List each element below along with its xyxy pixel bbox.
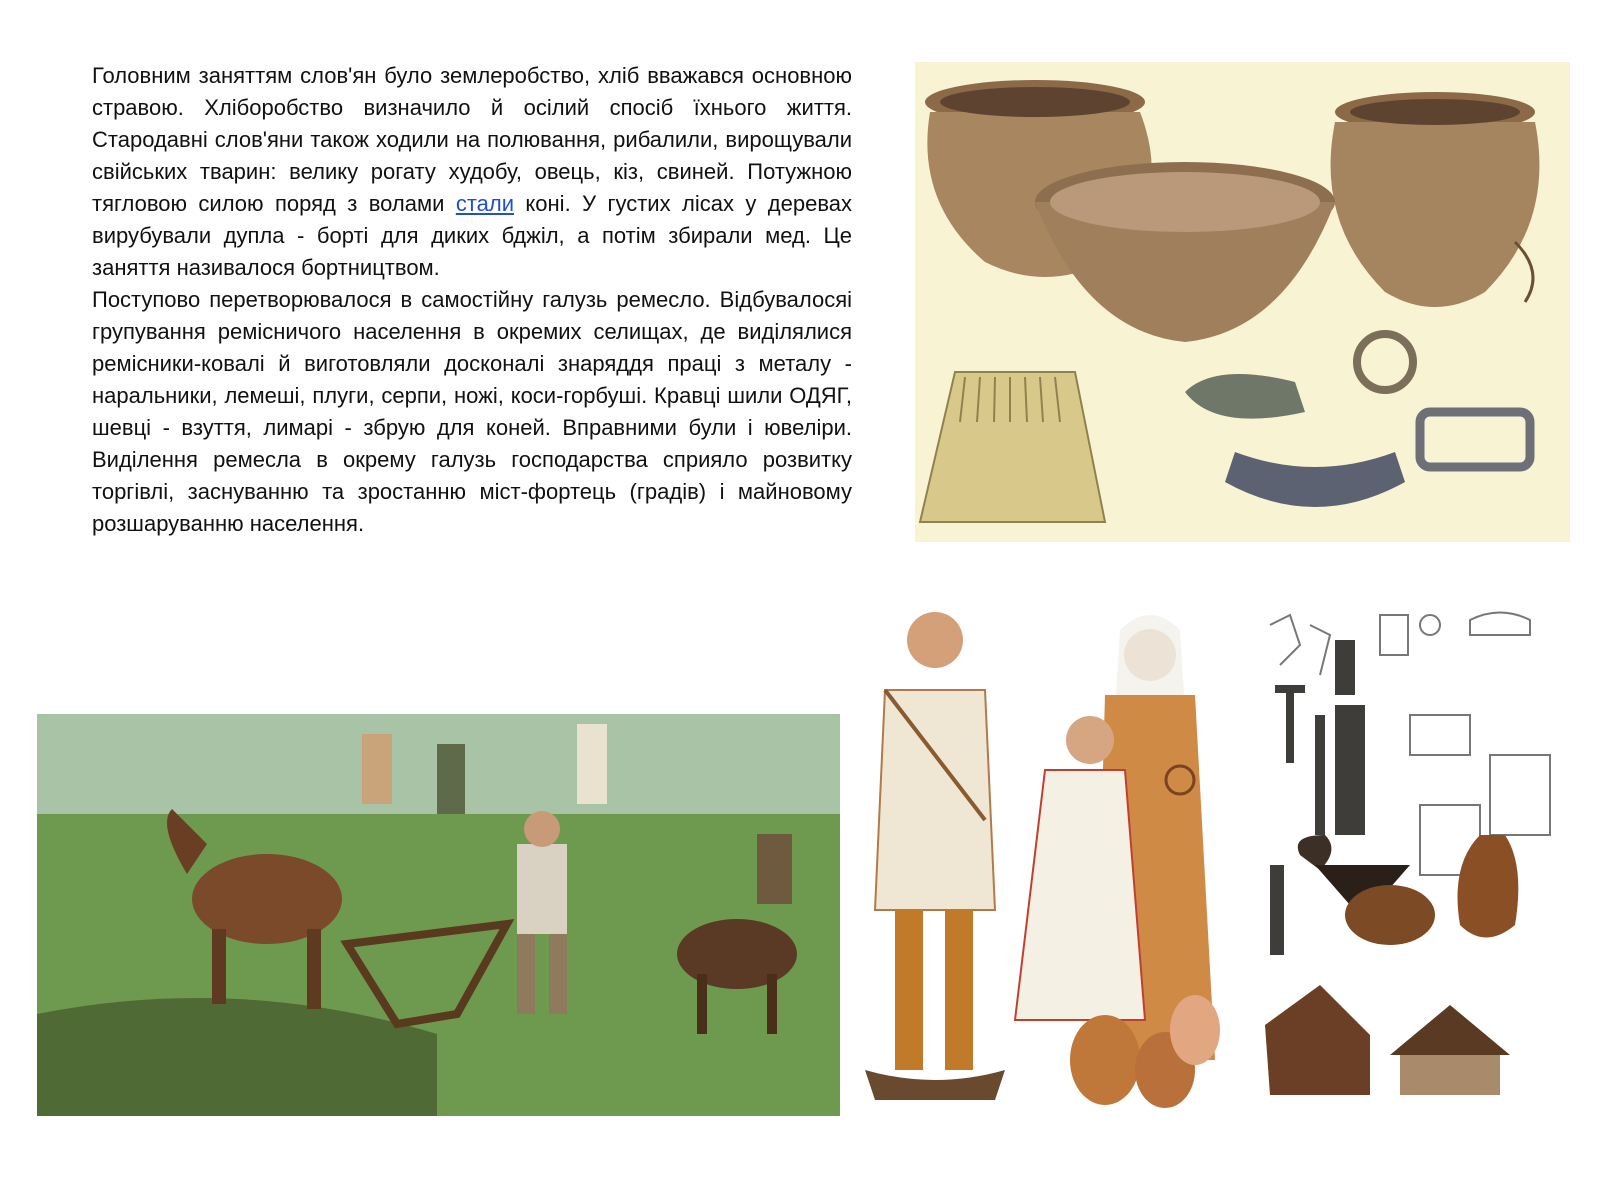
link-stali[interactable]: стали — [455, 191, 515, 216]
paragraph-agriculture — [92, 60, 852, 284]
wooden-houses — [1265, 985, 1510, 1095]
paragraph-crafts: Поступово перетворювалося в самостійну галузь ремесло. Відбувалосяі групування ремісничого населення в окремих селищах, де виділялися ремісники-ковалі й виготовляли досконалі знаряддя праці з металу - наральники, лемеші, плуги, серпи, ножі, коси-горбуші. Кравці шили ОДЯГ, шевці - взуття, лимарі - збрую для коней. Вправними були і ювеліри. Виділення ремесла в окрему галузь господарства сприяло розвитку торгівлі, заснуванню та зростанню міст-фортець (градів) і майновому розшаруванню населення. — [92, 287, 852, 536]
line-drawings — [1270, 613, 1550, 876]
metal-buckles — [1185, 334, 1530, 507]
main-text — [92, 60, 852, 540]
dark-vessels — [1298, 835, 1519, 945]
pottery-illustration — [915, 62, 1570, 542]
man-figure — [865, 612, 1005, 1100]
archaeological-artifacts-illustration — [1260, 605, 1570, 1105]
clay-pot-right — [1331, 92, 1540, 307]
plowing-scene-illustration — [37, 714, 840, 1116]
paragraph-agriculture-end: коні. У густих лісах у деревах вирубували дупла - борті для диких бджіл, а потім збирали мед. Це заняття називалося бортництвом. — [92, 191, 852, 280]
paragraph-agriculture-start: Головним заняттям слов'ян було землеробство, хліб вважався основною стравою. Хліборобство визначило й осілий спосіб їхнього життя. Стародавні слов'яни також ходили на полювання, рибалили, вирощували свійських тварин: велику рогату худобу, овець, кіз, свиней. Потужною тягловою силою поряд з волами — [92, 63, 852, 216]
clay-bowl — [1035, 162, 1335, 342]
slavic-people-illustration — [845, 600, 1235, 1140]
bone-comb — [920, 372, 1105, 522]
